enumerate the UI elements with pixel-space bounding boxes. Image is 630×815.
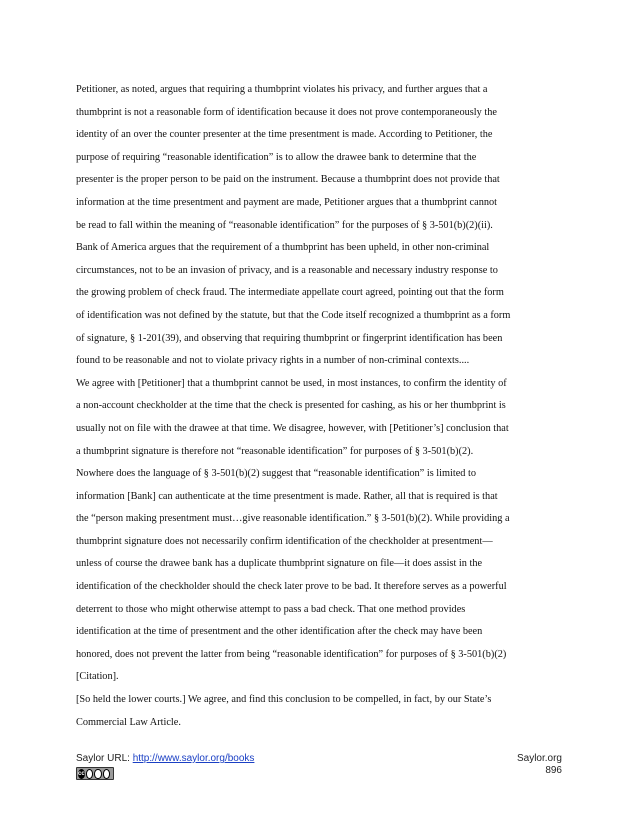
text-line: [Citation]. [76, 671, 119, 683]
text-line: Commercial Law Article. [76, 716, 181, 728]
text-line: a non-account checkholder at the time that the check is presented for cashing, as his or her thumbprint is [76, 400, 506, 412]
text-line: the growing problem of check fraud. The intermediate appellate court agreed, pointing out that the form [76, 287, 504, 299]
text-line: circumstances, not to be an invasion of privacy, and is a reasonable and necessary industry response to [76, 264, 498, 276]
body-text [76, 79, 562, 734]
text-line: honored, does not prevent the latter from being “reasonable identification” for purposes of § 3-501(b)(2) [76, 648, 507, 660]
text-line: We agree with [Petitioner] that a thumbprint cannot be used, in most instances, to confirm the identity of [76, 377, 507, 389]
text-line: Nowhere does the language of § 3-501(b)(2) suggest that “reasonable identification” is limited to [76, 468, 477, 480]
saylor-books-link[interactable]: http://www.saylor.org/books [132, 753, 255, 764]
text-line: deterrent to those who might otherwise attempt to pass a bad check. That one method provides [76, 603, 466, 615]
text-line: purpose of requiring “reasonable identification” is to allow the drawee bank to determine that the [76, 151, 477, 163]
text-line: be read to fall within the meaning of “reasonable identification” for the purposes of § 3-501(b)(2)(ii). [76, 219, 493, 231]
text-line: thumbprint signature does not necessarily confirm identification of the checkholder at presentment— [76, 535, 493, 547]
footer-site: Saylor.org [516, 753, 562, 764]
text-line: of signature, § 1-201(39), and observing that requiring thumbprint or fingerprint identification has been [76, 332, 503, 344]
text-line: usually not on file with the drawee at that time. We disagree, however, with [Petitioner’s] conclusion that [76, 422, 509, 434]
text-line: identification of the checkholder should the check later prove to be bad. It therefore serves as a powerful [76, 581, 507, 593]
page-number: 896 [545, 765, 562, 776]
text-line: presenter is the proper person to be paid on the instrument. Because a thumbprint does not provide that [76, 174, 500, 186]
cc-license-icon: cc [76, 767, 114, 780]
text-line: thumbprint is not a reasonable form of identification because it does not prove contemporaneously the [76, 106, 497, 118]
text-line: found to be reasonable and not to violate privacy rights in a number of non-criminal contexts.... [76, 355, 470, 367]
text-line: a thumbprint signature is therefore not “reasonable identification” for purposes of § 3-501(b)(2). [76, 445, 474, 457]
text-line: the “person making presentment must…give reasonable identification.” § 3-501(b)(2). While providing a [76, 513, 510, 525]
text-line: information at the time presentment and payment are made, Petitioner argues that a thumbprint cannot [76, 196, 497, 208]
text-line: [So held the lower courts.] We agree, and find this conclusion to be compelled, in fact, by our State’s [76, 694, 492, 706]
text-line: information [Bank] can authenticate at the time presentment is made. Rather, all that is required is that [76, 490, 498, 502]
text-line: Bank of America argues that the requirement of a thumbprint has been upheld, in other non-criminal [76, 242, 490, 254]
text-line: Petitioner, as noted, argues that requiring a thumbprint violates his privacy, and further argues that a [76, 84, 488, 95]
text-line: unless of course the drawee bank has a duplicate thumbprint signature on file—it does assist in the [76, 558, 483, 570]
text-line: identity of an over the counter presenter at the time presentment is made. According to Petitioner, the [76, 129, 493, 141]
text-line: of identification was not defined by the statute, but that the Code itself recognized a thumbprint as a form [76, 309, 511, 321]
text-line: identification at the time of presentment and the other identification after the check may have been [76, 626, 483, 638]
footer-page-info [517, 753, 562, 777]
footer-url-label: Saylor URL: [76, 753, 133, 764]
footer-source [76, 753, 254, 764]
